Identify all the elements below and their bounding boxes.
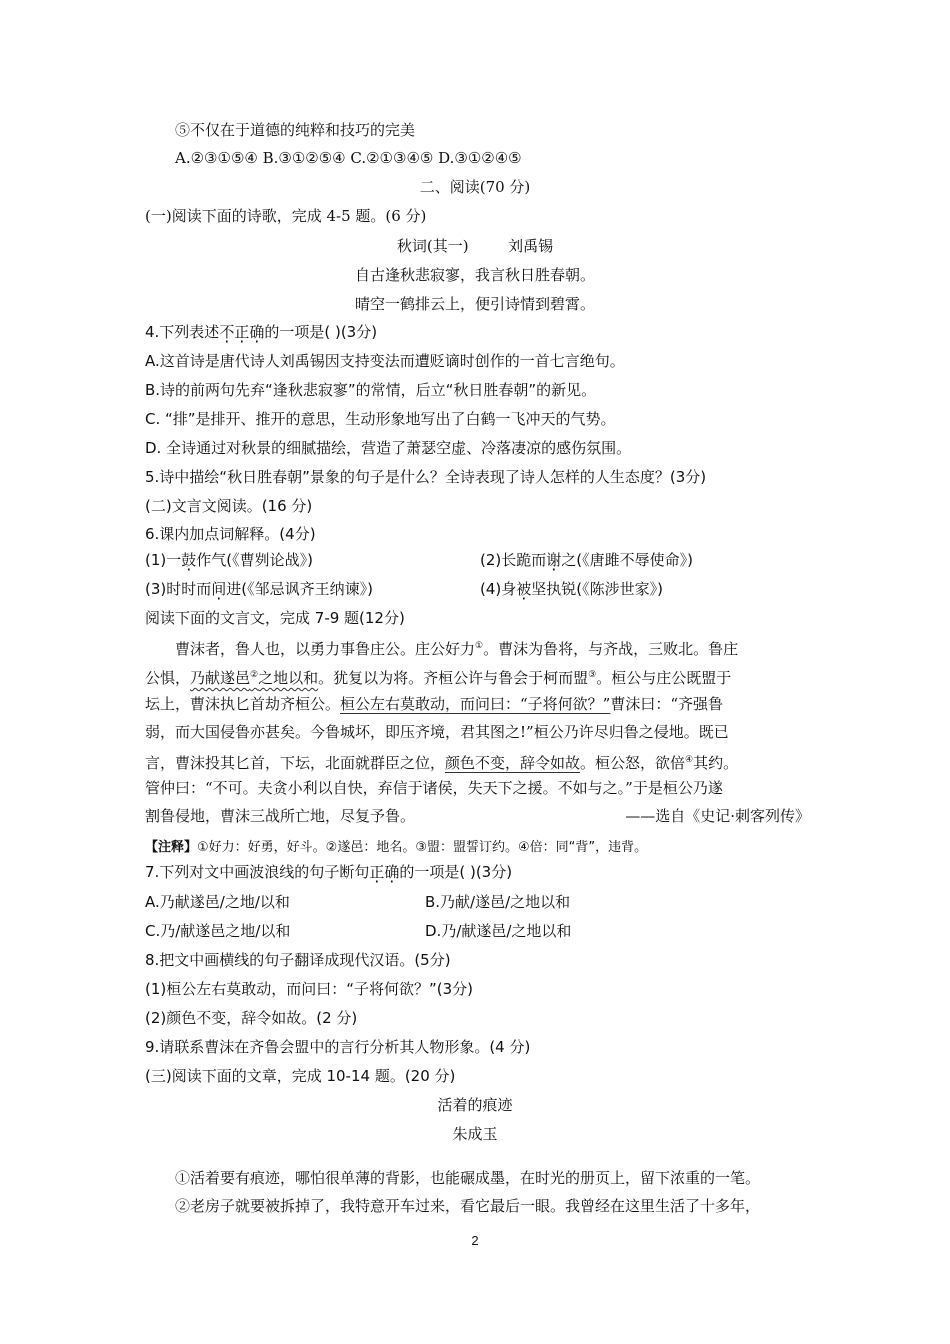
q7-option-c: C.乃/献遂邑之地/以和 xyxy=(145,922,291,940)
underlined-sentence-2: 颜色不变，辞令如故 xyxy=(445,754,581,772)
passage-source: ——选自《史记·刺客列传》 xyxy=(625,807,810,825)
poem-heading xyxy=(0,236,950,256)
emphasis-dot: 鼓 xyxy=(181,551,197,569)
poem-author: 刘禹锡 xyxy=(508,237,554,255)
passage-line4: 弱，而大国侵鲁亦甚矣。今鲁城坏，即压齐境，君其图之!”桓公乃许尽归鲁之侵地。既已 xyxy=(145,723,729,741)
q7-option-d: D.乃/献遂邑/之地以和 xyxy=(425,922,572,940)
q8-item2: (2)颜色不变，辞令如故。(2 分) xyxy=(145,1009,358,1027)
q4-option-d: D. 全诗通过对秋景的细腻描绘，营造了萧瑟空虚、冷落凄凉的感伤氛围。 xyxy=(145,439,632,457)
emphasis-dot: 正 xyxy=(234,323,250,341)
passage-line2: 公惧，乃献遂邑②之地以和。犹复以为将。齐桓公许与鲁会于柯而盟③。桓公与庄公既盟于 xyxy=(145,669,732,687)
emphasis-dot: 谢 xyxy=(546,551,562,569)
emphasis-dot: 确 xyxy=(249,323,265,341)
q6-item1: (1)一鼓作气(《曹刿论战》) xyxy=(145,551,313,569)
passage-line6: 管仲曰：“不可。夫贪小利以自快，弃信于诸侯，失天下之援。不如与之。”于是桓公乃遂 xyxy=(145,779,723,797)
q5-stem: 5.诗中描绘“秋日胜春朝”景象的句子是什么？全诗表现了诗人怎样的人生态度？(3分) xyxy=(145,468,707,486)
modern-para2: ②老房子就要被拆掉了，我特意开车过来，看它最后一眼。我曾经在这里生活了十多年， xyxy=(175,1197,761,1215)
passage-line3: 坛上，曹沫执匕首劫齐桓公。桓公左右莫敢动，而问曰：“子将何欲？”曹沫曰：“齐强鲁 xyxy=(145,695,724,713)
q7-option-a: A.乃献遂邑/之地/以和 xyxy=(145,893,290,911)
modern-author: 朱成玉 xyxy=(452,1125,498,1143)
q4-stem: 4.下列表述不正确的一项是( )(3分) xyxy=(145,323,378,341)
q4-option-a: A.这首诗是唐代诗人刘禹锡因支持变法而遭贬谪时创作的一首七言绝句。 xyxy=(145,352,625,370)
poem-title: 秋词(其一) xyxy=(396,237,469,255)
passage-instruction: 阅读下面的文言文，完成 7-9 题(12分) xyxy=(145,609,405,627)
emphasis-dot: 正 xyxy=(369,863,385,881)
modern-instruction: (三)阅读下面的文章，完成 10-14 题。(20 分) xyxy=(145,1067,456,1085)
q4-option-c: C. “排”是排开、推开的意思，生动形象地写出了白鹤一飞冲天的气势。 xyxy=(145,410,616,428)
q6-item2: (2)长跪而谢之(《唐雎不辱使命》) xyxy=(480,551,693,569)
q8-item1: (1)桓公左右莫敢动，而问曰：“子将何欲？”(3分) xyxy=(145,980,474,998)
passage-line1: 曹沫者，鲁人也，以勇力事鲁庄公。庄公好力①。曹沫为鲁将，与齐战，三败北。鲁庄 xyxy=(175,640,739,658)
q6-stem: 6.课内加点词解释。(4分) xyxy=(145,525,316,543)
section2-title: 二、阅读(70 分) xyxy=(419,178,531,196)
q9-stem: 9.请联系曹沫在齐鲁会盟中的言行分析其人物形象。(4 分) xyxy=(145,1038,531,1056)
notes: 【注释】①好力：好勇，好斗。②遂邑：地名。③盟：盟誓订约。④倍：同“背”，违背。 xyxy=(145,840,648,855)
page-number: 2 xyxy=(471,1233,479,1248)
emphasis-dot: 不 xyxy=(219,323,235,341)
passage-line7: 割鲁侵地，曹沫三战所亡地，尽复予鲁。 ——选自《史记·刺客列传》 xyxy=(145,807,810,825)
q7-stem: 7.下列对文中画波浪线的句子断句正确的一项是( )(3分) xyxy=(145,863,513,881)
emphasis-dot: 间 xyxy=(211,580,227,598)
q7-option-b: B.乃献/遂邑/之地以和 xyxy=(425,893,571,911)
underlined-sentence-1: 桓公左右莫敢动，而问曰：“子将何欲？” xyxy=(340,695,611,713)
q3-item5: ⑤不仅在于道德的纯粹和技巧的完美 xyxy=(175,121,416,139)
poem-instruction: (一)阅读下面的诗歌，完成 4-5 题。(6 分) xyxy=(145,207,427,225)
emphasis-dot: 被 xyxy=(516,580,532,598)
q8-stem: 8.把文中画横线的句子翻译成现代汉语。(5分) xyxy=(145,951,451,969)
poem-line2: 晴空一鹤排云上，便引诗情到碧霄。 xyxy=(354,295,595,313)
emphasis-dot: 确 xyxy=(384,863,400,881)
q6-item3: (3)时时而间进(《邹忌讽齐王纳谏》) xyxy=(145,580,373,598)
modern-title: 活着的痕迹 xyxy=(437,1096,513,1114)
modern-para1: ①活着要有痕迹，哪怕很单薄的背影，也能碾成墨，在时光的册页上，留下浓重的一笔。 xyxy=(175,1169,761,1187)
passage-line5: 言，曹沫投其匕首，下坛，北面就群臣之位，颜色不变，辞令如故。桓公怒，欲倍④其约。 xyxy=(145,754,739,772)
q3-options: A.②③①⑤④ B.③①②⑤④ C.②①③④⑤ D.③①②④⑤ xyxy=(175,149,522,167)
q4-option-b: B.诗的前两句先弃“逢秋悲寂寥”的常情，后立“秋日胜春朝”的新见。 xyxy=(145,381,597,399)
poem-line1: 自古逢秋悲寂寥，我言秋日胜春朝。 xyxy=(354,266,595,284)
classical-heading: (二)文言文阅读。(16 分) xyxy=(145,497,313,515)
q6-item4: (4)身被坚执锐(《陈涉世家》) xyxy=(480,580,663,598)
wavy-underlined-sentence: 乃献遂邑②之地以和 xyxy=(190,669,319,687)
